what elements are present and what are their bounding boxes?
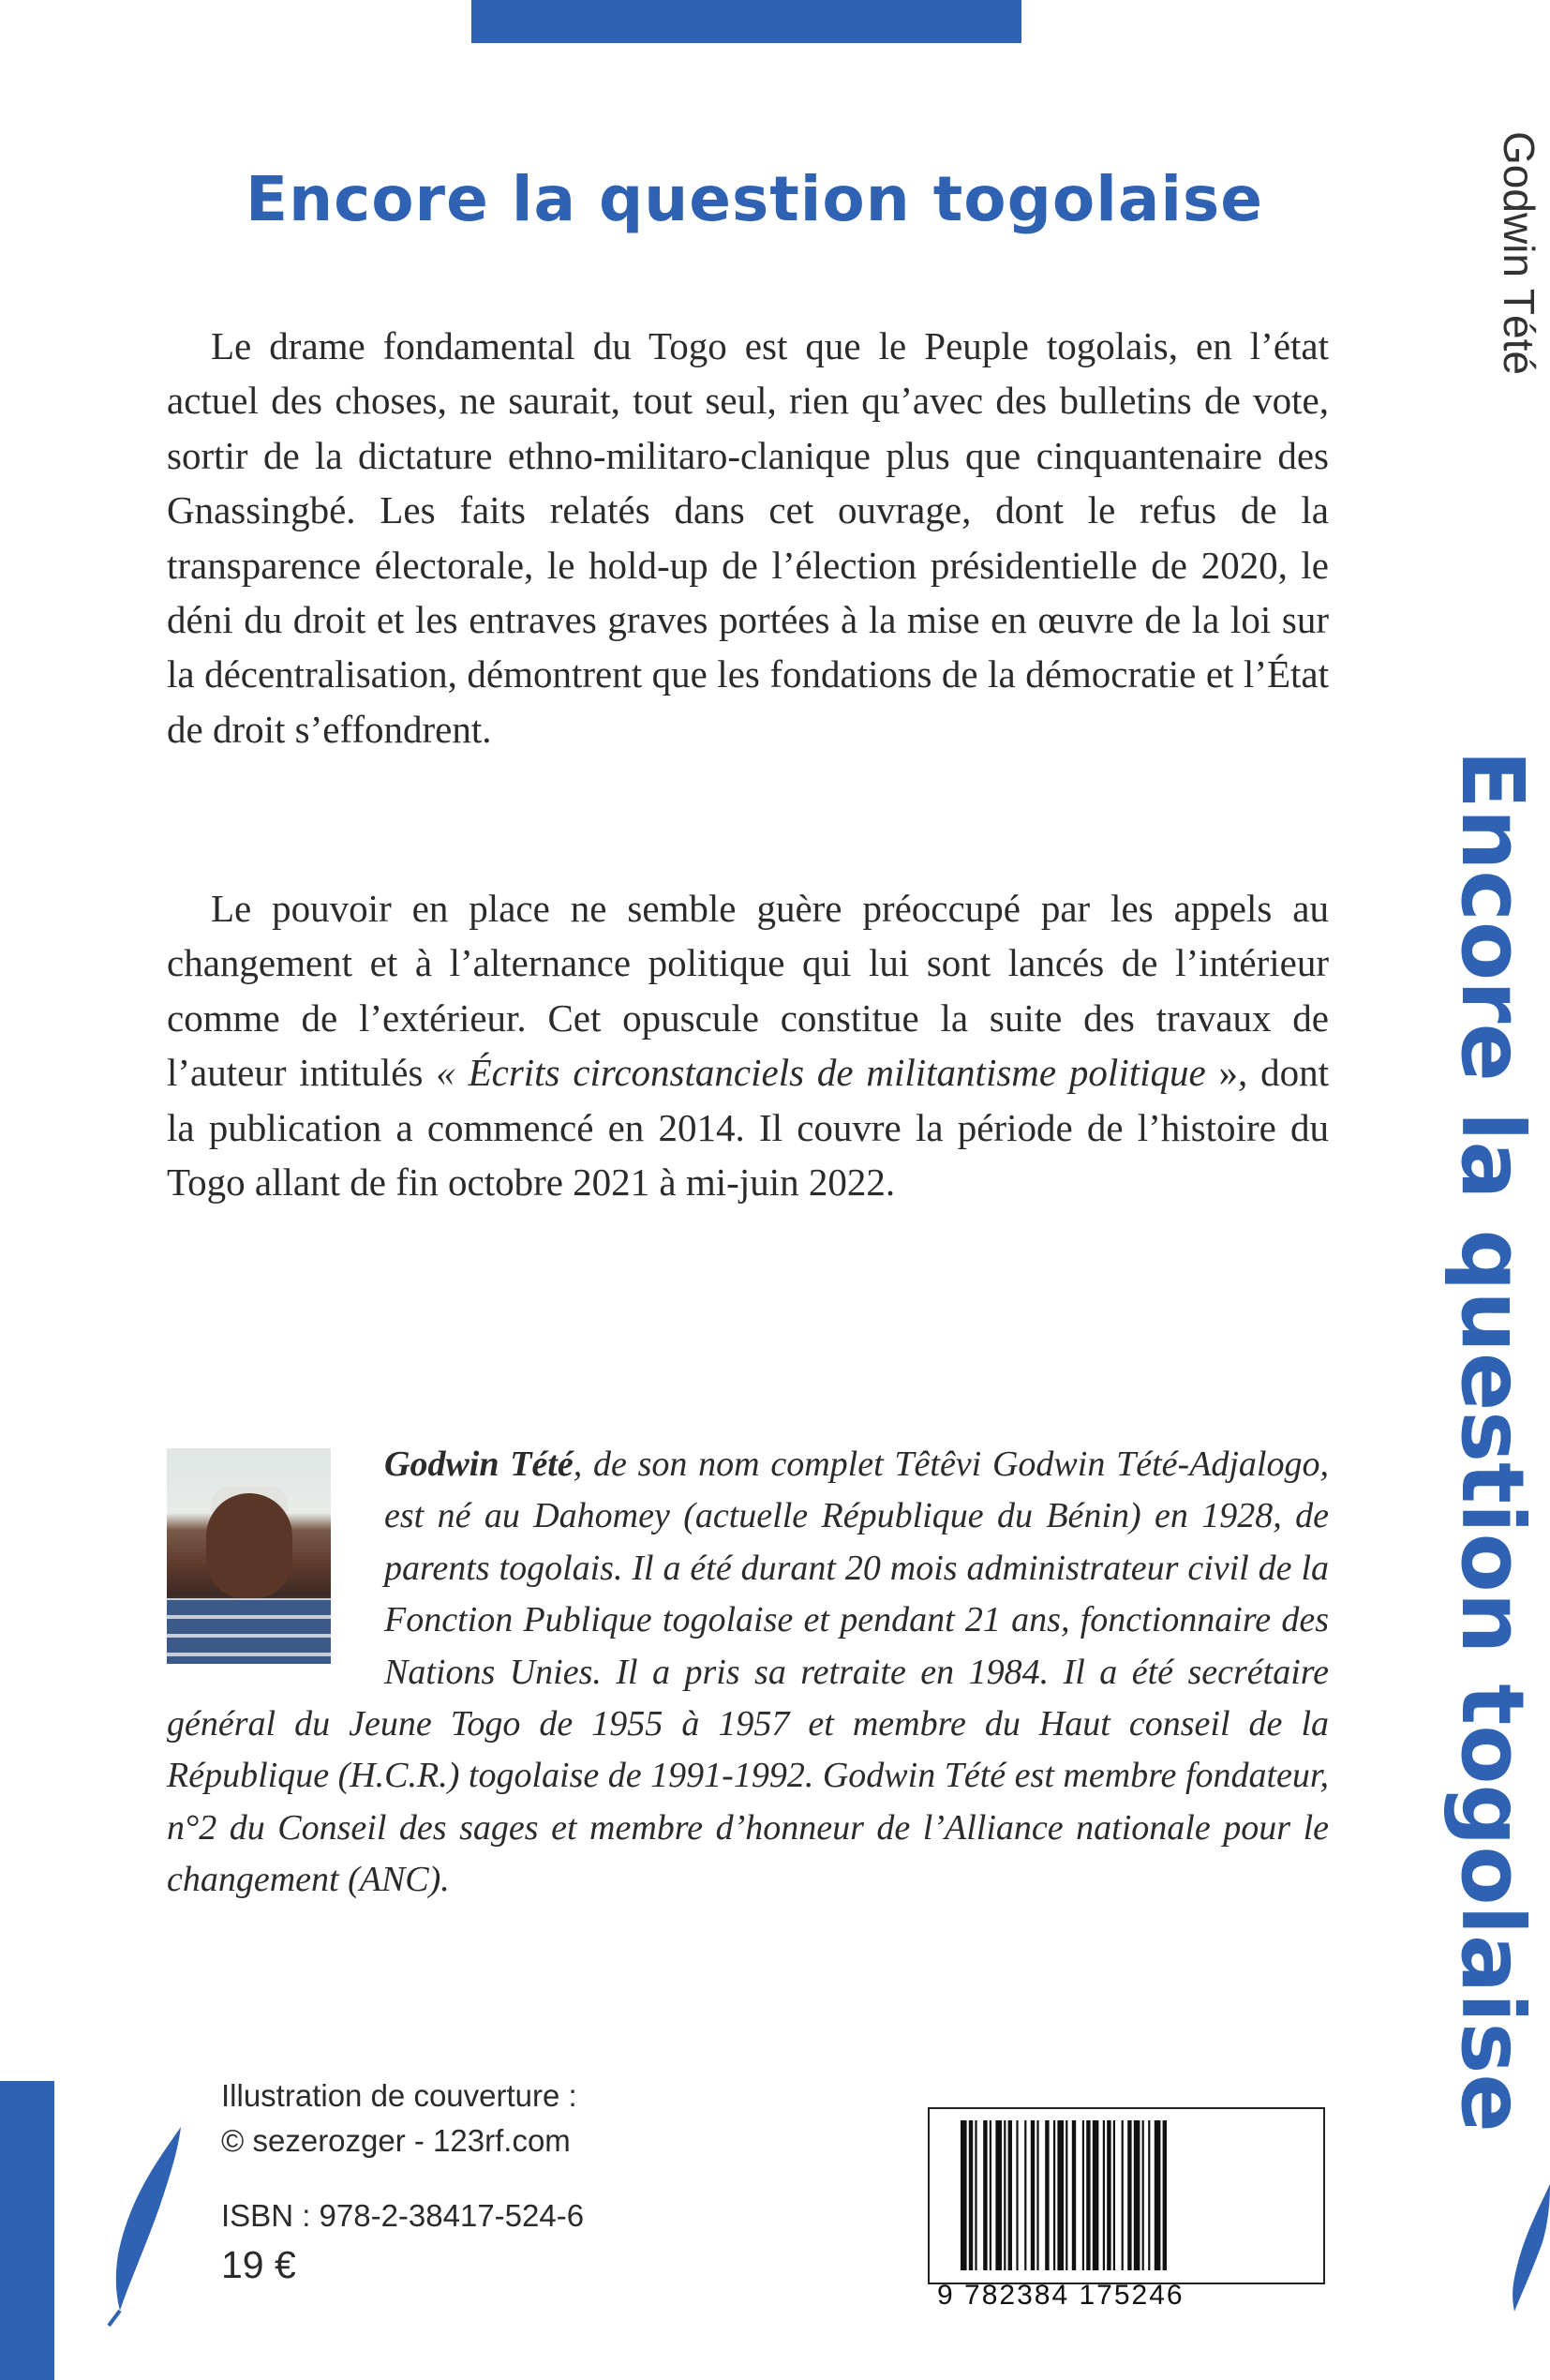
barcode-digits: 9 782384 175246 [937,2280,1185,2311]
left-accent-bar [0,2081,54,2380]
spine-author-text: Godwin Tété [1495,131,1543,375]
spine-title [1442,750,1550,2133]
credits-line-1: Illustration de couverture : [221,2078,577,2113]
summary-paragraph-2-end: », dont la publication a commencé en 2014. Il couvre la période de l’histoire du Togo allant de fin octobre 2021 à mi-juin 2022. [167,1051,1329,1205]
top-accent-bar [471,0,1021,43]
summary-paragraph-2 [167,881,1329,1209]
credits-line-2: © sezerozger - 123rf.com [221,2123,571,2158]
cover-credits [221,2073,577,2163]
feather-logo-icon [101,2123,186,2329]
price: 19 € [221,2243,296,2286]
summary-paragraph-1: Le drame fondamental du Togo est que le Peuple togolais, en l’état actuel des choses, ne saurait, tout seul, rien qu’avec des bulletins de vote, sortir de la dictature ethno-militaro-clanique plus que cinquantenaire des Gnassingbé. Les faits relatés dans cet ouvrage, dont le refus de la transparence électorale, le hold-up de l’élection présidentielle de 2020, le déni du droit et les entraves graves portées à la mise en œuvre de la loi sur la décentralisation, démontrent que les fondations de la démocratie et l’État de droit s’effondrent. [167,324,1329,751]
spine-title-text: Encore la question togolaise [1442,750,1543,2133]
spine-feather-icon [1499,2184,1550,2315]
author-bio [167,1439,1329,1907]
barcode-icon [959,2120,1315,2270]
author-bio-text: , de son nom complet Têtêvi Godwin Tété-Adjalogo, est né au Dahomey (actuelle République du Bénin) en 1928, de parents togolais. Il a été durant 20 mois administrateur civil de la Fonction Publique togolaise et pendant 21 ans, fonctionnaire des Nations Unies. Il a pris sa retraite en 1984. Il a été secrétaire général du Jeune Togo de 1955 à 1957 et membre du Haut conseil de la République (H.C.R.) togolaise de 1991-1992. Godwin Tété est membre fondateur, n°2 du Conseil des sages et membre d’honneur de l’Alliance nationale pour le changement (ANC). [167,1444,1329,1900]
series-title: « Écrits circonstanciels de militantisme politique [436,1051,1206,1095]
book-title: Encore la question togolaise [246,163,1264,236]
summary-paragraph-2-start: Le pouvoir en place ne semble guère préoccupé par les appels au changement et à l’alternance politique qui lui sont lancés de l’intérieur comme de l’extérieur. Cet opuscule constitue la suite des travaux de l’auteur intitulés [167,887,1329,1095]
spine-author [1495,131,1543,450]
author-name: Godwin Tété [384,1444,574,1484]
isbn: ISBN : 978-2-38417-524-6 [221,2198,585,2233]
